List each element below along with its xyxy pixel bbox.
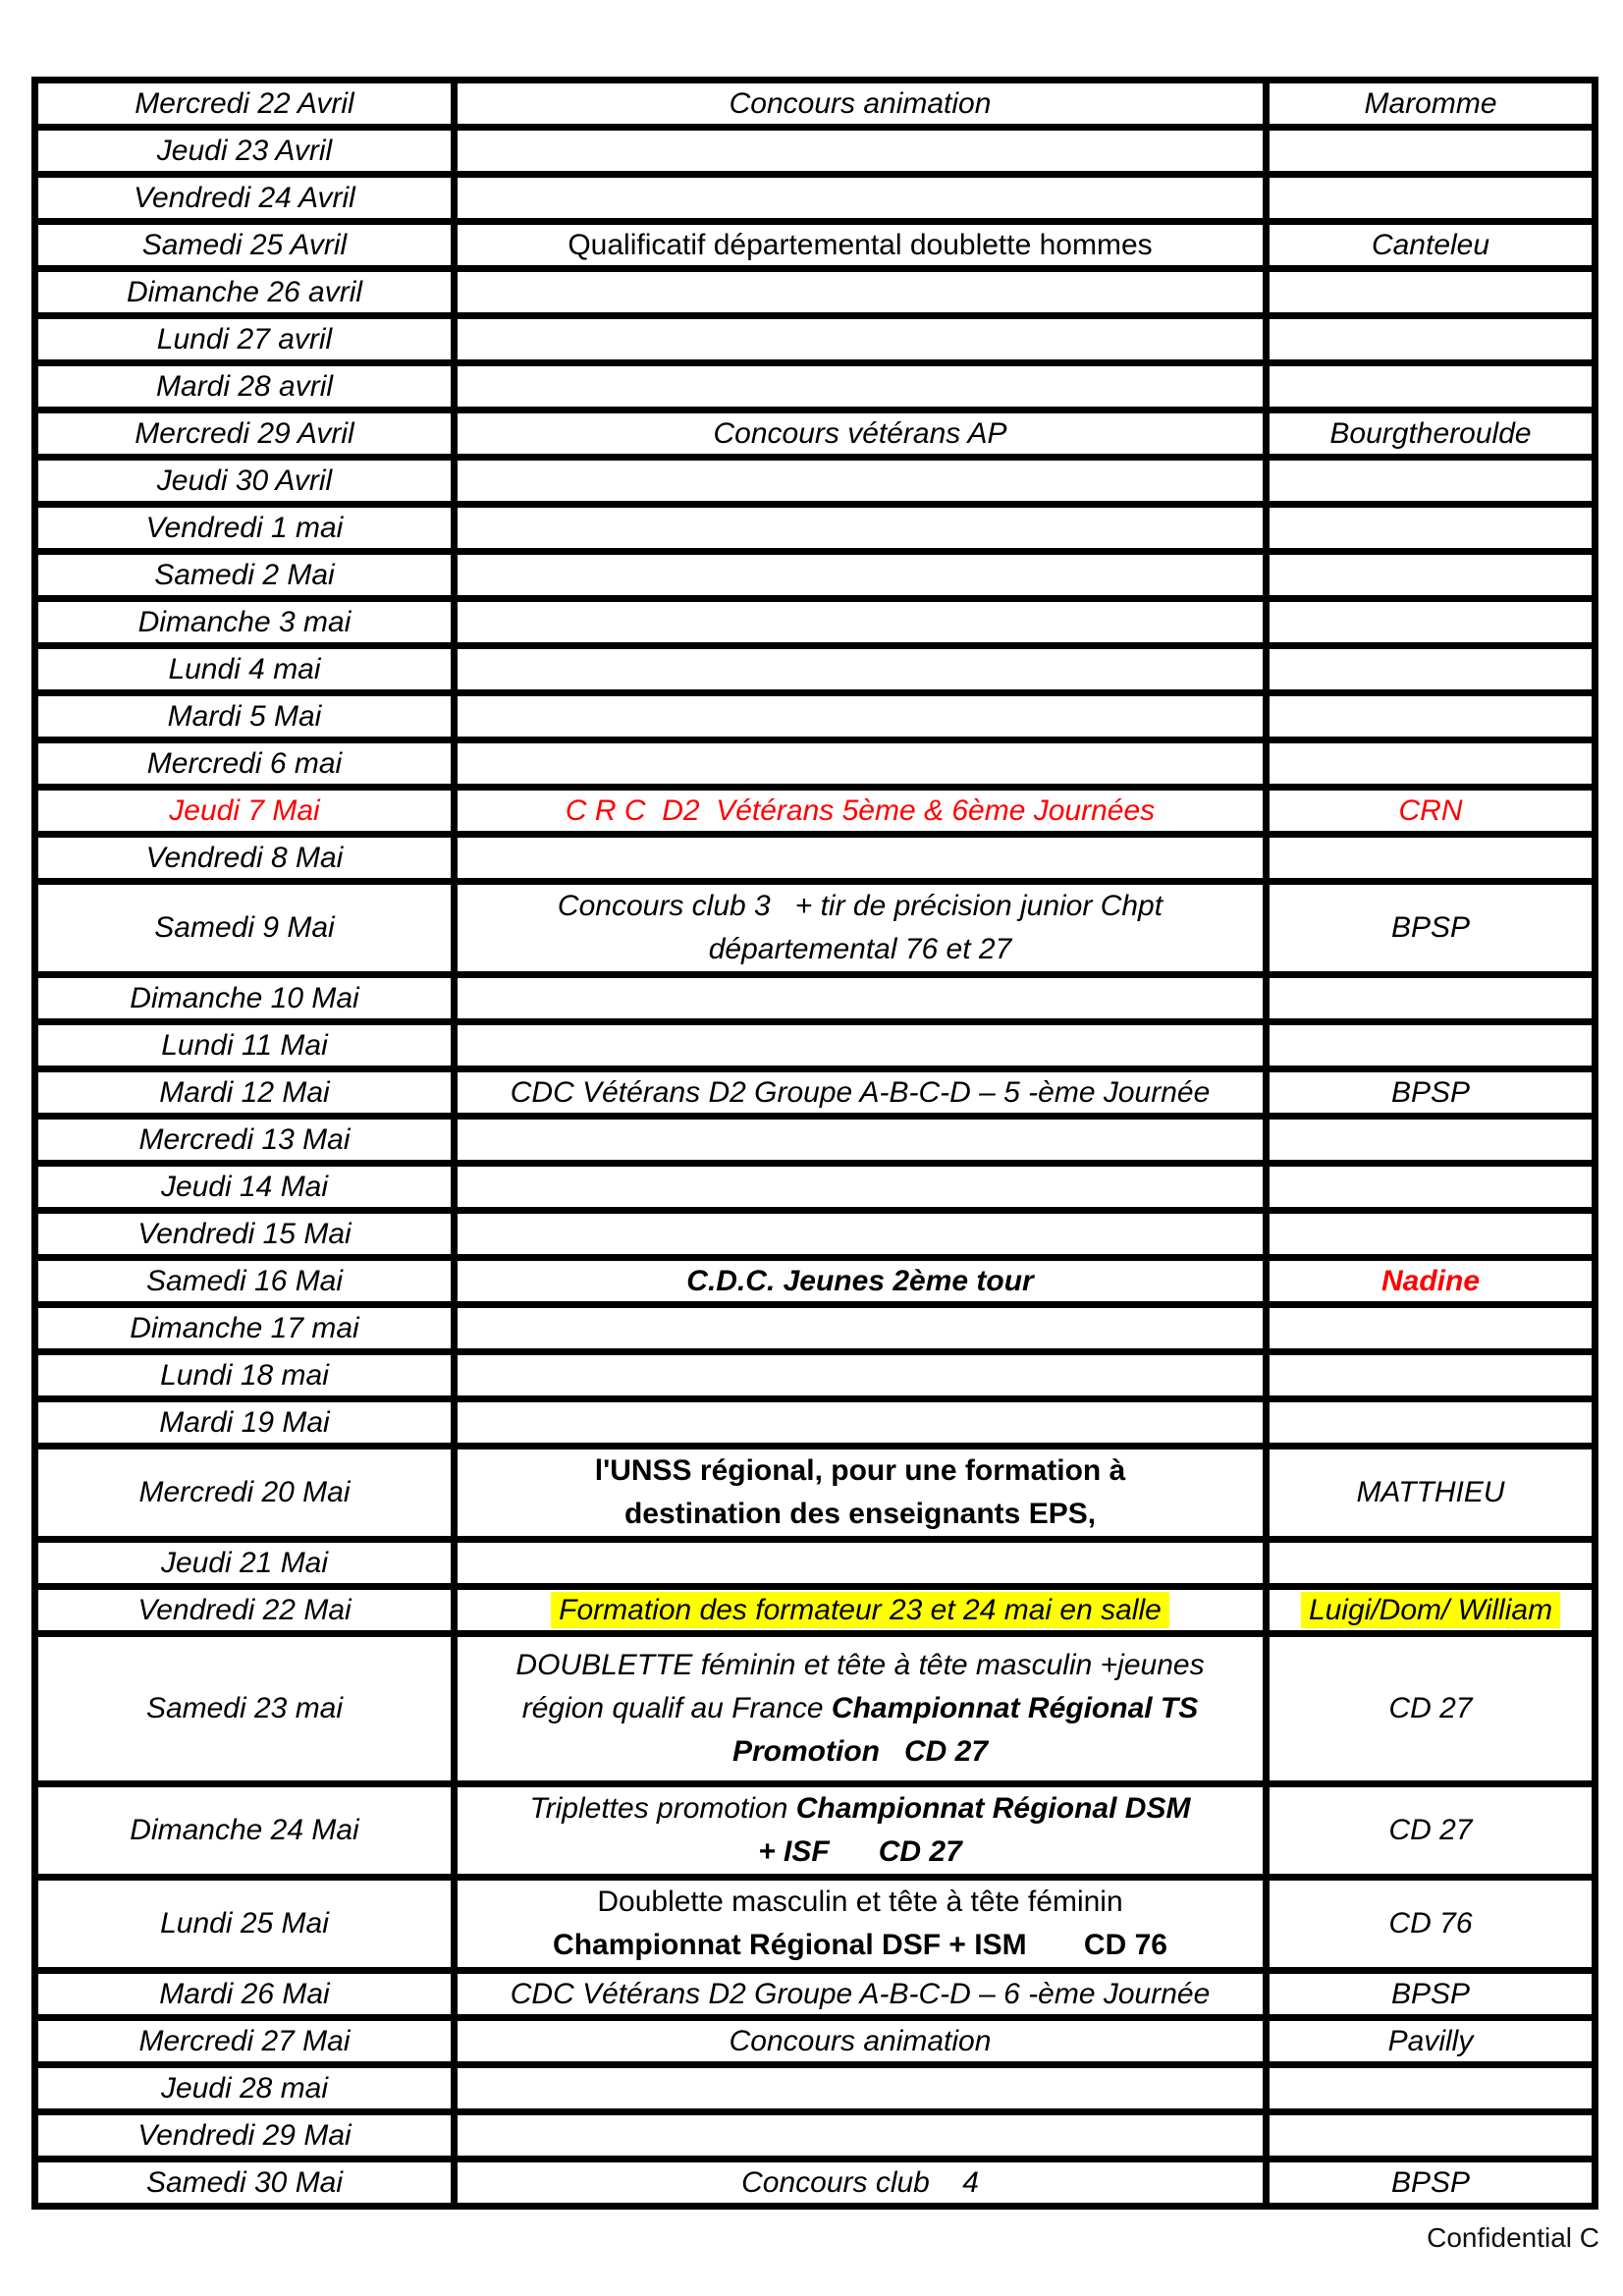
location-cell xyxy=(1267,1447,1596,1540)
event-line xyxy=(463,413,1257,454)
event-line xyxy=(463,1974,1257,2014)
location-label: Bourgtheroulde xyxy=(1329,417,1532,450)
date-cell xyxy=(35,882,455,975)
event-cell xyxy=(455,882,1267,975)
event-line xyxy=(463,1730,1257,1774)
date-cell xyxy=(35,1399,455,1447)
event-cell xyxy=(455,316,1267,363)
date-cell xyxy=(35,128,455,175)
date-cell xyxy=(35,222,455,269)
date-cell xyxy=(35,81,455,128)
event-cell xyxy=(455,2065,1267,2112)
date-cell xyxy=(35,1352,455,1399)
location-cell xyxy=(1267,693,1596,740)
event-line xyxy=(463,1072,1257,1113)
location-cell xyxy=(1267,505,1596,552)
event-text: Formation des formateur 23 et 24 mai en salle xyxy=(559,1594,1162,1626)
location-cell xyxy=(1267,599,1596,646)
location-label: MATTHIEU xyxy=(1356,1476,1505,1508)
date-cell xyxy=(35,1634,455,1784)
event-line xyxy=(463,1831,1257,1874)
table-row xyxy=(35,1069,1596,1117)
event-cell xyxy=(455,1447,1267,1540)
location-cell xyxy=(1267,835,1596,882)
location-cell xyxy=(1267,1022,1596,1069)
date-label: Mercredi 20 Mai xyxy=(138,1476,351,1508)
event-cell xyxy=(455,2018,1267,2065)
location-cell xyxy=(1267,2018,1596,2065)
date-cell xyxy=(35,505,455,552)
table-row xyxy=(35,599,1596,646)
event-line xyxy=(463,928,1257,971)
event-line xyxy=(463,2021,1257,2061)
table-row xyxy=(35,2018,1596,2065)
table-row xyxy=(35,363,1596,410)
date-cell xyxy=(35,1258,455,1305)
date-cell xyxy=(35,316,455,363)
date-cell xyxy=(35,410,455,458)
location-label: CD 76 xyxy=(1388,1907,1473,1940)
date-cell xyxy=(35,269,455,316)
table-row xyxy=(35,1447,1596,1540)
table-row xyxy=(35,175,1596,222)
location-cell xyxy=(1267,1164,1596,1211)
location-label: Canteleu xyxy=(1371,229,1490,261)
event-text: Concours animation xyxy=(729,87,992,120)
date-label: Mercredi 29 Avril xyxy=(135,417,354,450)
location-cell xyxy=(1267,1971,1596,2018)
location-label: BPSP xyxy=(1390,2166,1471,2199)
location-cell xyxy=(1267,1305,1596,1352)
event-text: Concours club 4 xyxy=(741,2166,979,2199)
date-label: Samedi 2 Mai xyxy=(154,559,335,591)
table-row xyxy=(35,693,1596,740)
table-row xyxy=(35,2112,1596,2159)
table-row xyxy=(35,1634,1596,1784)
table-row xyxy=(35,788,1596,835)
event-line xyxy=(463,791,1257,831)
location-cell xyxy=(1267,1258,1596,1305)
event-cell xyxy=(455,835,1267,882)
date-label: Jeudi 23 Avril xyxy=(156,135,333,167)
location-cell xyxy=(1267,175,1596,222)
event-cell xyxy=(455,363,1267,410)
table-row xyxy=(35,1587,1596,1634)
date-label: Mercredi 13 Mai xyxy=(138,1123,351,1156)
event-text: + ISF CD 27 xyxy=(758,1835,962,1868)
schedule-table-body xyxy=(35,81,1596,2207)
event-cell xyxy=(455,740,1267,788)
date-label: Jeudi 28 mai xyxy=(160,2072,329,2105)
location-cell xyxy=(1267,2159,1596,2207)
event-cell xyxy=(455,646,1267,693)
location-cell xyxy=(1267,363,1596,410)
location-cell xyxy=(1267,1540,1596,1587)
event-cell xyxy=(455,505,1267,552)
table-row xyxy=(35,1164,1596,1211)
location-cell xyxy=(1267,1117,1596,1164)
event-line xyxy=(463,225,1257,265)
table-row xyxy=(35,1971,1596,2018)
confidential-watermark: Confidential C xyxy=(1427,2222,1599,2253)
table-row xyxy=(35,81,1596,128)
event-cell xyxy=(455,1022,1267,1069)
location-cell xyxy=(1267,458,1596,505)
table-row xyxy=(35,1878,1596,1971)
location-label: CRN xyxy=(1398,794,1463,827)
event-text: Championnat Régional DSF + ISM CD 76 xyxy=(553,1929,1167,1961)
date-cell xyxy=(35,1447,455,1540)
event-cell xyxy=(455,1878,1267,1971)
table-row xyxy=(35,882,1596,975)
location-label: Pavilly xyxy=(1387,2025,1474,2057)
date-label: Vendredi 8 Mai xyxy=(145,842,344,874)
table-row xyxy=(35,2159,1596,2207)
date-label: Vendredi 22 Mai xyxy=(137,1594,352,1626)
date-cell xyxy=(35,1069,455,1117)
event-cell xyxy=(455,788,1267,835)
event-text: CDC Vétérans D2 Groupe A-B-C-D – 6 -ème Journée xyxy=(510,1978,1211,2010)
date-cell xyxy=(35,1117,455,1164)
date-label: Samedi 25 Avril xyxy=(141,229,348,261)
event-line xyxy=(463,1493,1257,1536)
date-label: Vendredi 24 Avril xyxy=(134,182,355,214)
event-cell xyxy=(455,552,1267,599)
event-text: Concours club 3 + tir de précision junior Chpt xyxy=(557,890,1163,922)
date-label: Vendredi 1 mai xyxy=(145,512,344,544)
schedule-table xyxy=(31,77,1598,2210)
location-cell xyxy=(1267,740,1596,788)
table-row xyxy=(35,1305,1596,1352)
location-cell xyxy=(1267,1352,1596,1399)
event-line xyxy=(463,1590,1257,1630)
event-cell xyxy=(455,2159,1267,2207)
table-row xyxy=(35,975,1596,1022)
event-cell xyxy=(455,599,1267,646)
date-cell xyxy=(35,1164,455,1211)
date-label: Samedi 16 Mai xyxy=(145,1265,344,1297)
date-cell xyxy=(35,1540,455,1587)
date-cell xyxy=(35,458,455,505)
event-text: C R C D2 Vétérans 5ème & 6ème Journées xyxy=(565,794,1156,827)
date-cell xyxy=(35,693,455,740)
date-cell xyxy=(35,1971,455,2018)
location-label: Maromme xyxy=(1364,87,1497,120)
event-cell xyxy=(455,693,1267,740)
date-cell xyxy=(35,646,455,693)
date-label: Mardi 28 avril xyxy=(155,370,334,403)
location-cell xyxy=(1267,1784,1596,1878)
date-label: Samedi 30 Mai xyxy=(145,2166,344,2199)
date-label: Vendredi 29 Mai xyxy=(137,2119,352,2152)
date-cell xyxy=(35,835,455,882)
date-label: Jeudi 21 Mai xyxy=(160,1547,329,1579)
date-label: Mercredi 22 Avril xyxy=(135,87,354,120)
event-cell xyxy=(455,1258,1267,1305)
location-cell xyxy=(1267,552,1596,599)
event-text: Triplettes promotion xyxy=(529,1792,796,1825)
location-cell xyxy=(1267,1634,1596,1784)
date-label: Dimanche 26 avril xyxy=(126,276,363,308)
table-row xyxy=(35,646,1596,693)
location-cell xyxy=(1267,81,1596,128)
location-label: CD 27 xyxy=(1388,1814,1473,1846)
table-row xyxy=(35,835,1596,882)
table-row xyxy=(35,2065,1596,2112)
date-cell xyxy=(35,2112,455,2159)
date-cell xyxy=(35,1022,455,1069)
event-cell xyxy=(455,1784,1267,1878)
event-text: région qualif au France xyxy=(521,1692,832,1724)
event-text: Championnat Régional DSM xyxy=(795,1792,1191,1825)
date-label: Mardi 26 Mai xyxy=(159,1978,330,2010)
date-label: Lundi 27 avril xyxy=(156,323,333,355)
location-cell xyxy=(1267,269,1596,316)
event-cell xyxy=(455,2112,1267,2159)
table-row xyxy=(35,505,1596,552)
date-cell xyxy=(35,975,455,1022)
date-label: Vendredi 15 Mai xyxy=(137,1218,352,1250)
event-cell xyxy=(455,1540,1267,1587)
event-text: Championnat Régional TS xyxy=(831,1692,1199,1724)
location-cell xyxy=(1267,1878,1596,1971)
location-cell xyxy=(1267,2065,1596,2112)
table-row xyxy=(35,1022,1596,1069)
event-line xyxy=(463,83,1257,124)
location-label: Nadine xyxy=(1380,1265,1481,1297)
date-cell xyxy=(35,1878,455,1971)
event-text: départemental 76 et 27 xyxy=(708,933,1012,965)
location-label: BPSP xyxy=(1390,1978,1471,2010)
table-row xyxy=(35,1540,1596,1587)
location-cell xyxy=(1267,1399,1596,1447)
date-label: Dimanche 10 Mai xyxy=(130,982,359,1014)
date-label: Mardi 5 Mai xyxy=(167,700,322,733)
date-label: Mercredi 6 mai xyxy=(146,747,343,780)
event-text: DOUBLETTE féminin et tête à tête masculin +jeunes xyxy=(515,1649,1205,1681)
highlight-band xyxy=(551,1592,1169,1628)
table-row xyxy=(35,1784,1596,1878)
location-cell xyxy=(1267,128,1596,175)
event-cell xyxy=(455,175,1267,222)
location-cell xyxy=(1267,882,1596,975)
date-label: Samedi 23 mai xyxy=(145,1692,344,1724)
event-line xyxy=(463,2162,1257,2203)
date-label: Lundi 4 mai xyxy=(168,653,321,685)
date-label: Mardi 19 Mai xyxy=(159,1406,330,1439)
event-text: CDC Vétérans D2 Groupe A-B-C-D – 5 -ème Journée xyxy=(510,1076,1211,1109)
location-cell xyxy=(1267,1211,1596,1258)
event-cell xyxy=(455,222,1267,269)
location-cell xyxy=(1267,222,1596,269)
event-cell xyxy=(455,1117,1267,1164)
date-label: Mardi 12 Mai xyxy=(159,1076,330,1109)
event-cell xyxy=(455,1634,1267,1784)
location-cell xyxy=(1267,1069,1596,1117)
event-cell xyxy=(455,1305,1267,1352)
event-cell xyxy=(455,1971,1267,2018)
event-cell xyxy=(455,269,1267,316)
event-line xyxy=(463,1449,1257,1493)
date-cell xyxy=(35,599,455,646)
event-text: C.D.C. Jeunes 2ème tour xyxy=(686,1265,1034,1297)
date-label: Dimanche 24 Mai xyxy=(130,1814,359,1846)
date-label: Mercredi 27 Mai xyxy=(138,2025,351,2057)
date-cell xyxy=(35,2018,455,2065)
date-label: Dimanche 3 mai xyxy=(137,606,352,638)
date-cell xyxy=(35,1305,455,1352)
event-cell xyxy=(455,1164,1267,1211)
location-cell xyxy=(1267,646,1596,693)
date-cell xyxy=(35,1784,455,1878)
event-cell xyxy=(455,1352,1267,1399)
date-cell xyxy=(35,552,455,599)
location-cell xyxy=(1267,1587,1596,1634)
date-cell xyxy=(35,1587,455,1634)
date-cell xyxy=(35,740,455,788)
event-line xyxy=(463,1644,1257,1687)
event-line xyxy=(463,1261,1257,1301)
date-cell xyxy=(35,175,455,222)
date-label: Jeudi 7 Mai xyxy=(169,794,320,827)
date-label: Jeudi 30 Avril xyxy=(156,465,333,497)
location-label: BPSP xyxy=(1390,911,1471,944)
event-text: Doublette masculin et tête à tête féminin xyxy=(597,1886,1123,1918)
event-line xyxy=(463,1924,1257,1967)
date-cell xyxy=(35,1211,455,1258)
event-cell xyxy=(455,1587,1267,1634)
table-row xyxy=(35,1258,1596,1305)
event-text: l'UNSS régional, pour une formation à xyxy=(594,1454,1126,1487)
event-text: Concours animation xyxy=(729,2025,992,2057)
location-cell xyxy=(1267,316,1596,363)
table-row xyxy=(35,552,1596,599)
location-label: BPSP xyxy=(1390,1076,1471,1109)
location-cell xyxy=(1267,410,1596,458)
date-label: Lundi 11 Mai xyxy=(161,1029,328,1062)
event-cell xyxy=(455,1211,1267,1258)
table-row xyxy=(35,458,1596,505)
table-row xyxy=(35,222,1596,269)
date-label: Lundi 25 Mai xyxy=(160,1907,329,1940)
table-row xyxy=(35,1117,1596,1164)
table-row xyxy=(35,740,1596,788)
table-row xyxy=(35,1211,1596,1258)
location-label: Luigi/Dom/ William xyxy=(1301,1592,1560,1628)
table-row xyxy=(35,128,1596,175)
event-line xyxy=(463,885,1257,928)
location-label: CD 27 xyxy=(1388,1692,1473,1724)
event-cell xyxy=(455,458,1267,505)
event-cell xyxy=(455,410,1267,458)
event-line xyxy=(463,1881,1257,1924)
date-cell xyxy=(35,2065,455,2112)
table-row xyxy=(35,1352,1596,1399)
date-label: Lundi 18 mai xyxy=(160,1359,329,1392)
location-cell xyxy=(1267,2112,1596,2159)
event-text: destination des enseignants EPS, xyxy=(623,1498,1097,1530)
event-text: Concours vétérans AP xyxy=(713,417,1007,450)
date-label: Jeudi 14 Mai xyxy=(160,1171,329,1203)
table-row xyxy=(35,269,1596,316)
table-row xyxy=(35,410,1596,458)
event-cell xyxy=(455,975,1267,1022)
event-line xyxy=(463,1787,1257,1831)
date-label: Dimanche 17 mai xyxy=(130,1312,359,1344)
event-cell xyxy=(455,81,1267,128)
table-row xyxy=(35,316,1596,363)
location-cell xyxy=(1267,975,1596,1022)
event-cell xyxy=(455,1069,1267,1117)
location-cell xyxy=(1267,788,1596,835)
event-cell xyxy=(455,128,1267,175)
date-cell xyxy=(35,363,455,410)
date-label: Samedi 9 Mai xyxy=(154,911,335,944)
event-line xyxy=(463,1687,1257,1730)
date-cell xyxy=(35,2159,455,2207)
table-row xyxy=(35,1399,1596,1447)
event-text: Promotion CD 27 xyxy=(731,1735,989,1768)
event-text: Qualificatif départemental doublette hommes xyxy=(568,229,1153,261)
date-cell xyxy=(35,788,455,835)
event-cell xyxy=(455,1399,1267,1447)
